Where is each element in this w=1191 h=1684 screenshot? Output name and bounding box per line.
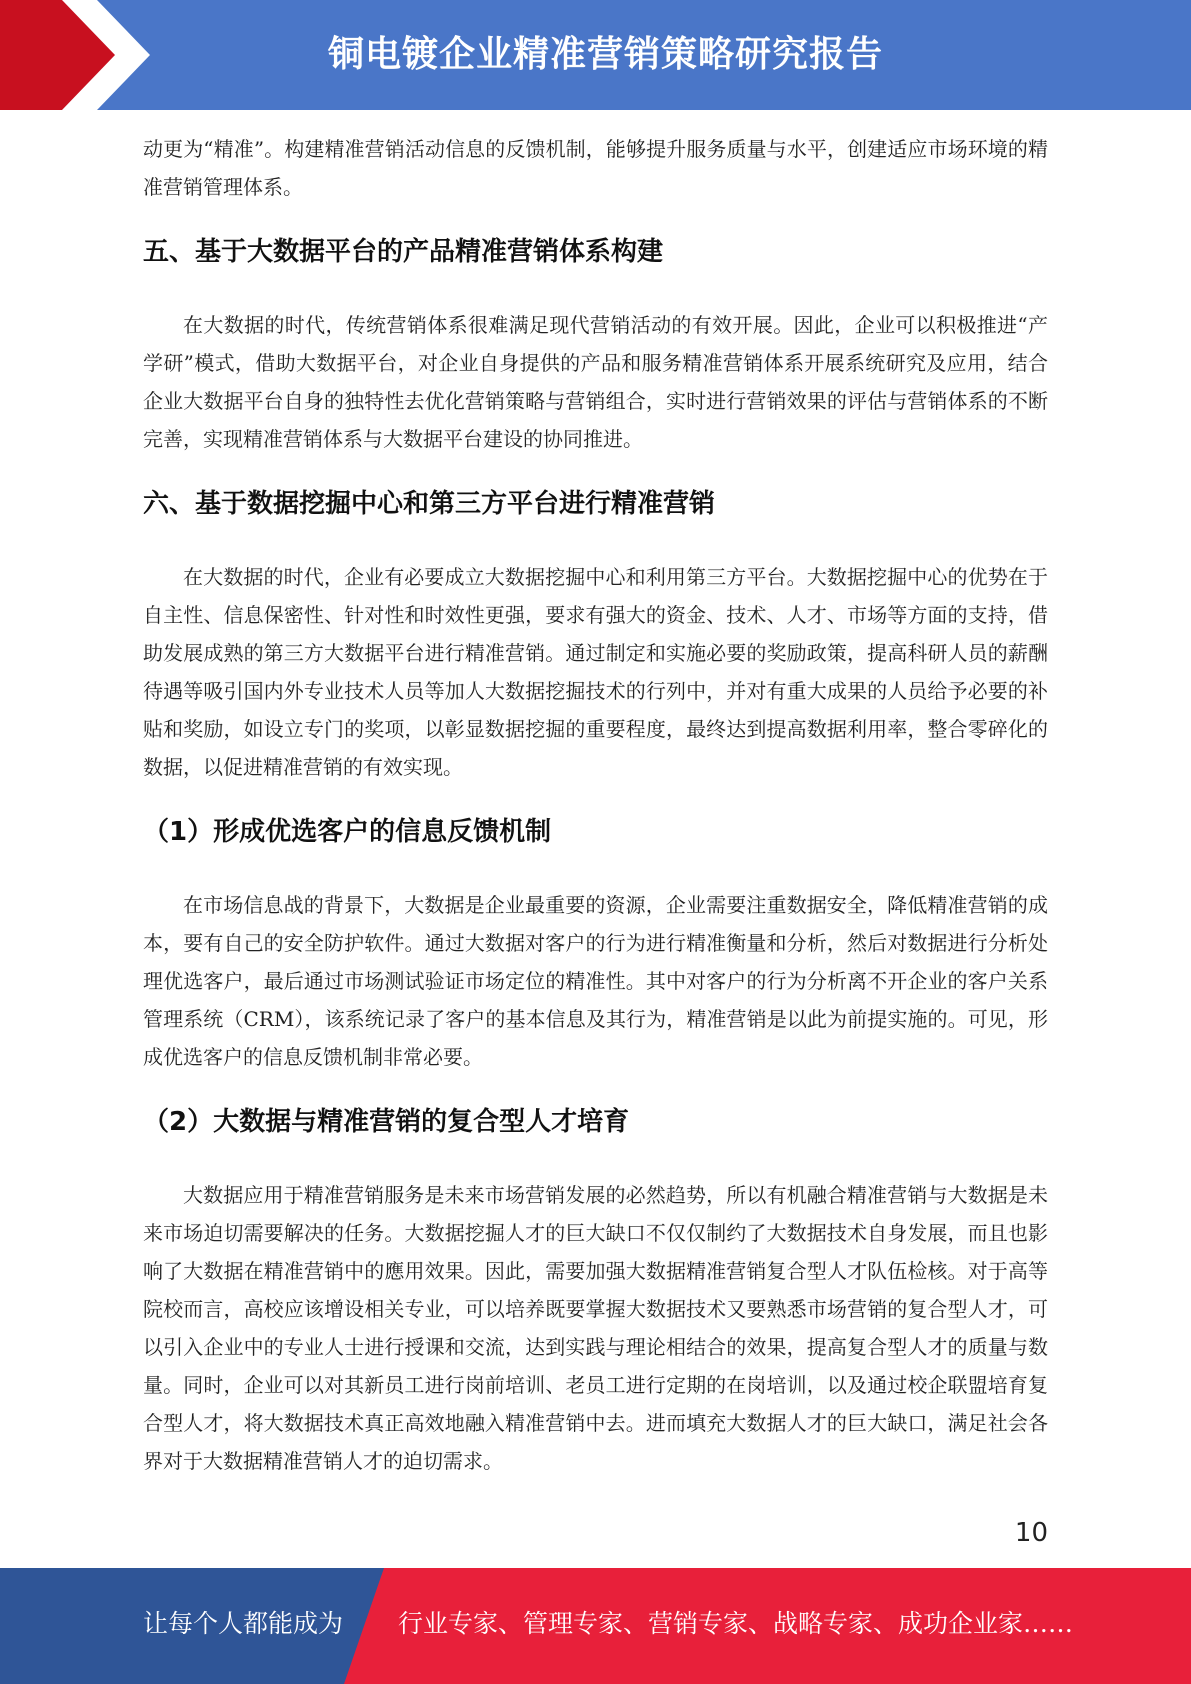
section-6-paragraph: 在大数据的时代，企业有必要成立大数据挖掘中心和利用第三方平台。大数据挖掘中心的优势在于自主性、信息保密性、针对性和时效性更强，要求有强大的资金、技术、人才、市场等方面的支持，借助发展成熟的第三方大数据平台进行精准营销。通过制定和实施必要的奖励政策，提高科研人员的薪酬待遇等吸引国内外专业技术人员等加人大数据挖掘技术的行列中，并对有重大成果的人员给予必要的补贴和奖励，如设立专门的奖项，以彰显数据挖掘的重要程度，最终达到提高数据利用率，整合零碎化的数据，以促进精准营销的有效实现。 <box>143 565 1048 779</box>
subsection-2-heading: （2）大数据与精准营销的复合型人才培育 <box>143 1107 630 1137</box>
subsection-1-heading: （1）形成优选客户的信息反馈机制 <box>143 817 552 847</box>
subsection-2-paragraph: 大数据应用于精准营销服务是未来市场营销发展的必然趋势，所以有机融合精准营销与大数据是未来市场迫切需要解决的任务。大数据挖掘人才的巨大缺口不仅仅制约了大数据技术自身发展，而且也影响了大数据在精准营销中的應用效果。因此，需要加强大数据精准营销复合型人才队伍检核。对于高等院校而言，高校应该增设相关专业，可以培养既要掌握大数据技术又要熟悉市场营销的复合型人才，可以引入企业中的专业人士进行授课和交流，达到实践与理论相结合的效果，提高复合型人才的质量与数量。同时，企业可以对其新员工进行岗前培训、老员工进行定期的在岗培训，以及通过校企联盟培育复合型人才，将大数据技术真正高效地融入精准营销中去。进而填充大数据人才的巨大缺口，满足社会各界对于大数据精准营销人才的迫切需求。 <box>143 1183 1048 1473</box>
page-header <box>0 0 1191 110</box>
section-5-paragraph: 在大数据的时代，传统营销体系很难满足现代营销活动的有效开展。因此，企业可以积极推进“产学研”模式，借助大数据平台，对企业自身提供的产品和服务精准营销体系开展系统研究及应用，结合企业大数据平台自身的独特性去优化营销策略与营销组合，实时进行营销效果的评估与营销体系的不断完善，实现精准营销体系与大数据平台建设的协同推进。 <box>143 313 1048 451</box>
section-5-heading: 五、基于大数据平台的产品精准营销体系构建 <box>143 237 664 267</box>
report-title: 铜电镀企业精准营销策略研究报告 <box>327 34 883 75</box>
page-footer <box>0 1568 1191 1684</box>
subsection-1-paragraph: 在市场信息战的背景下，大数据是企业最重要的资源，企业需要注重数据安全，降低精准营销的成本，要有自己的安全防护软件。通过大数据对客户的行为进行精准衡量和分析，然后对数据进行分析处理优选客户，最后通过市场测试验证市场定位的精准性。其中对客户的行为分析离不开企业的客户关系管理系统（CRM），该系统记录了客户的基本信息及其行为，精准营销是以此为前提实施的。可见，形成优选客户的信息反馈机制非常必要。 <box>143 893 1048 1069</box>
intro-paragraph: 动更为“精准”。构建精准营销活动信息的反馈机制，能够提升服务质量与水平，创建适应市场环境的精准营销管理体系。 <box>143 137 1048 199</box>
footer-slogan-left: 让每个人都能成为 <box>143 1609 344 1638</box>
footer-slogan-right: 行业专家、管理专家、营销专家、战略专家、成功企业家…… <box>398 1609 1074 1638</box>
page-number: 10 <box>1014 1518 1048 1548</box>
page-content <box>143 130 1048 1480</box>
section-6-heading: 六、基于数据挖掘中心和第三方平台进行精准营销 <box>143 489 716 519</box>
